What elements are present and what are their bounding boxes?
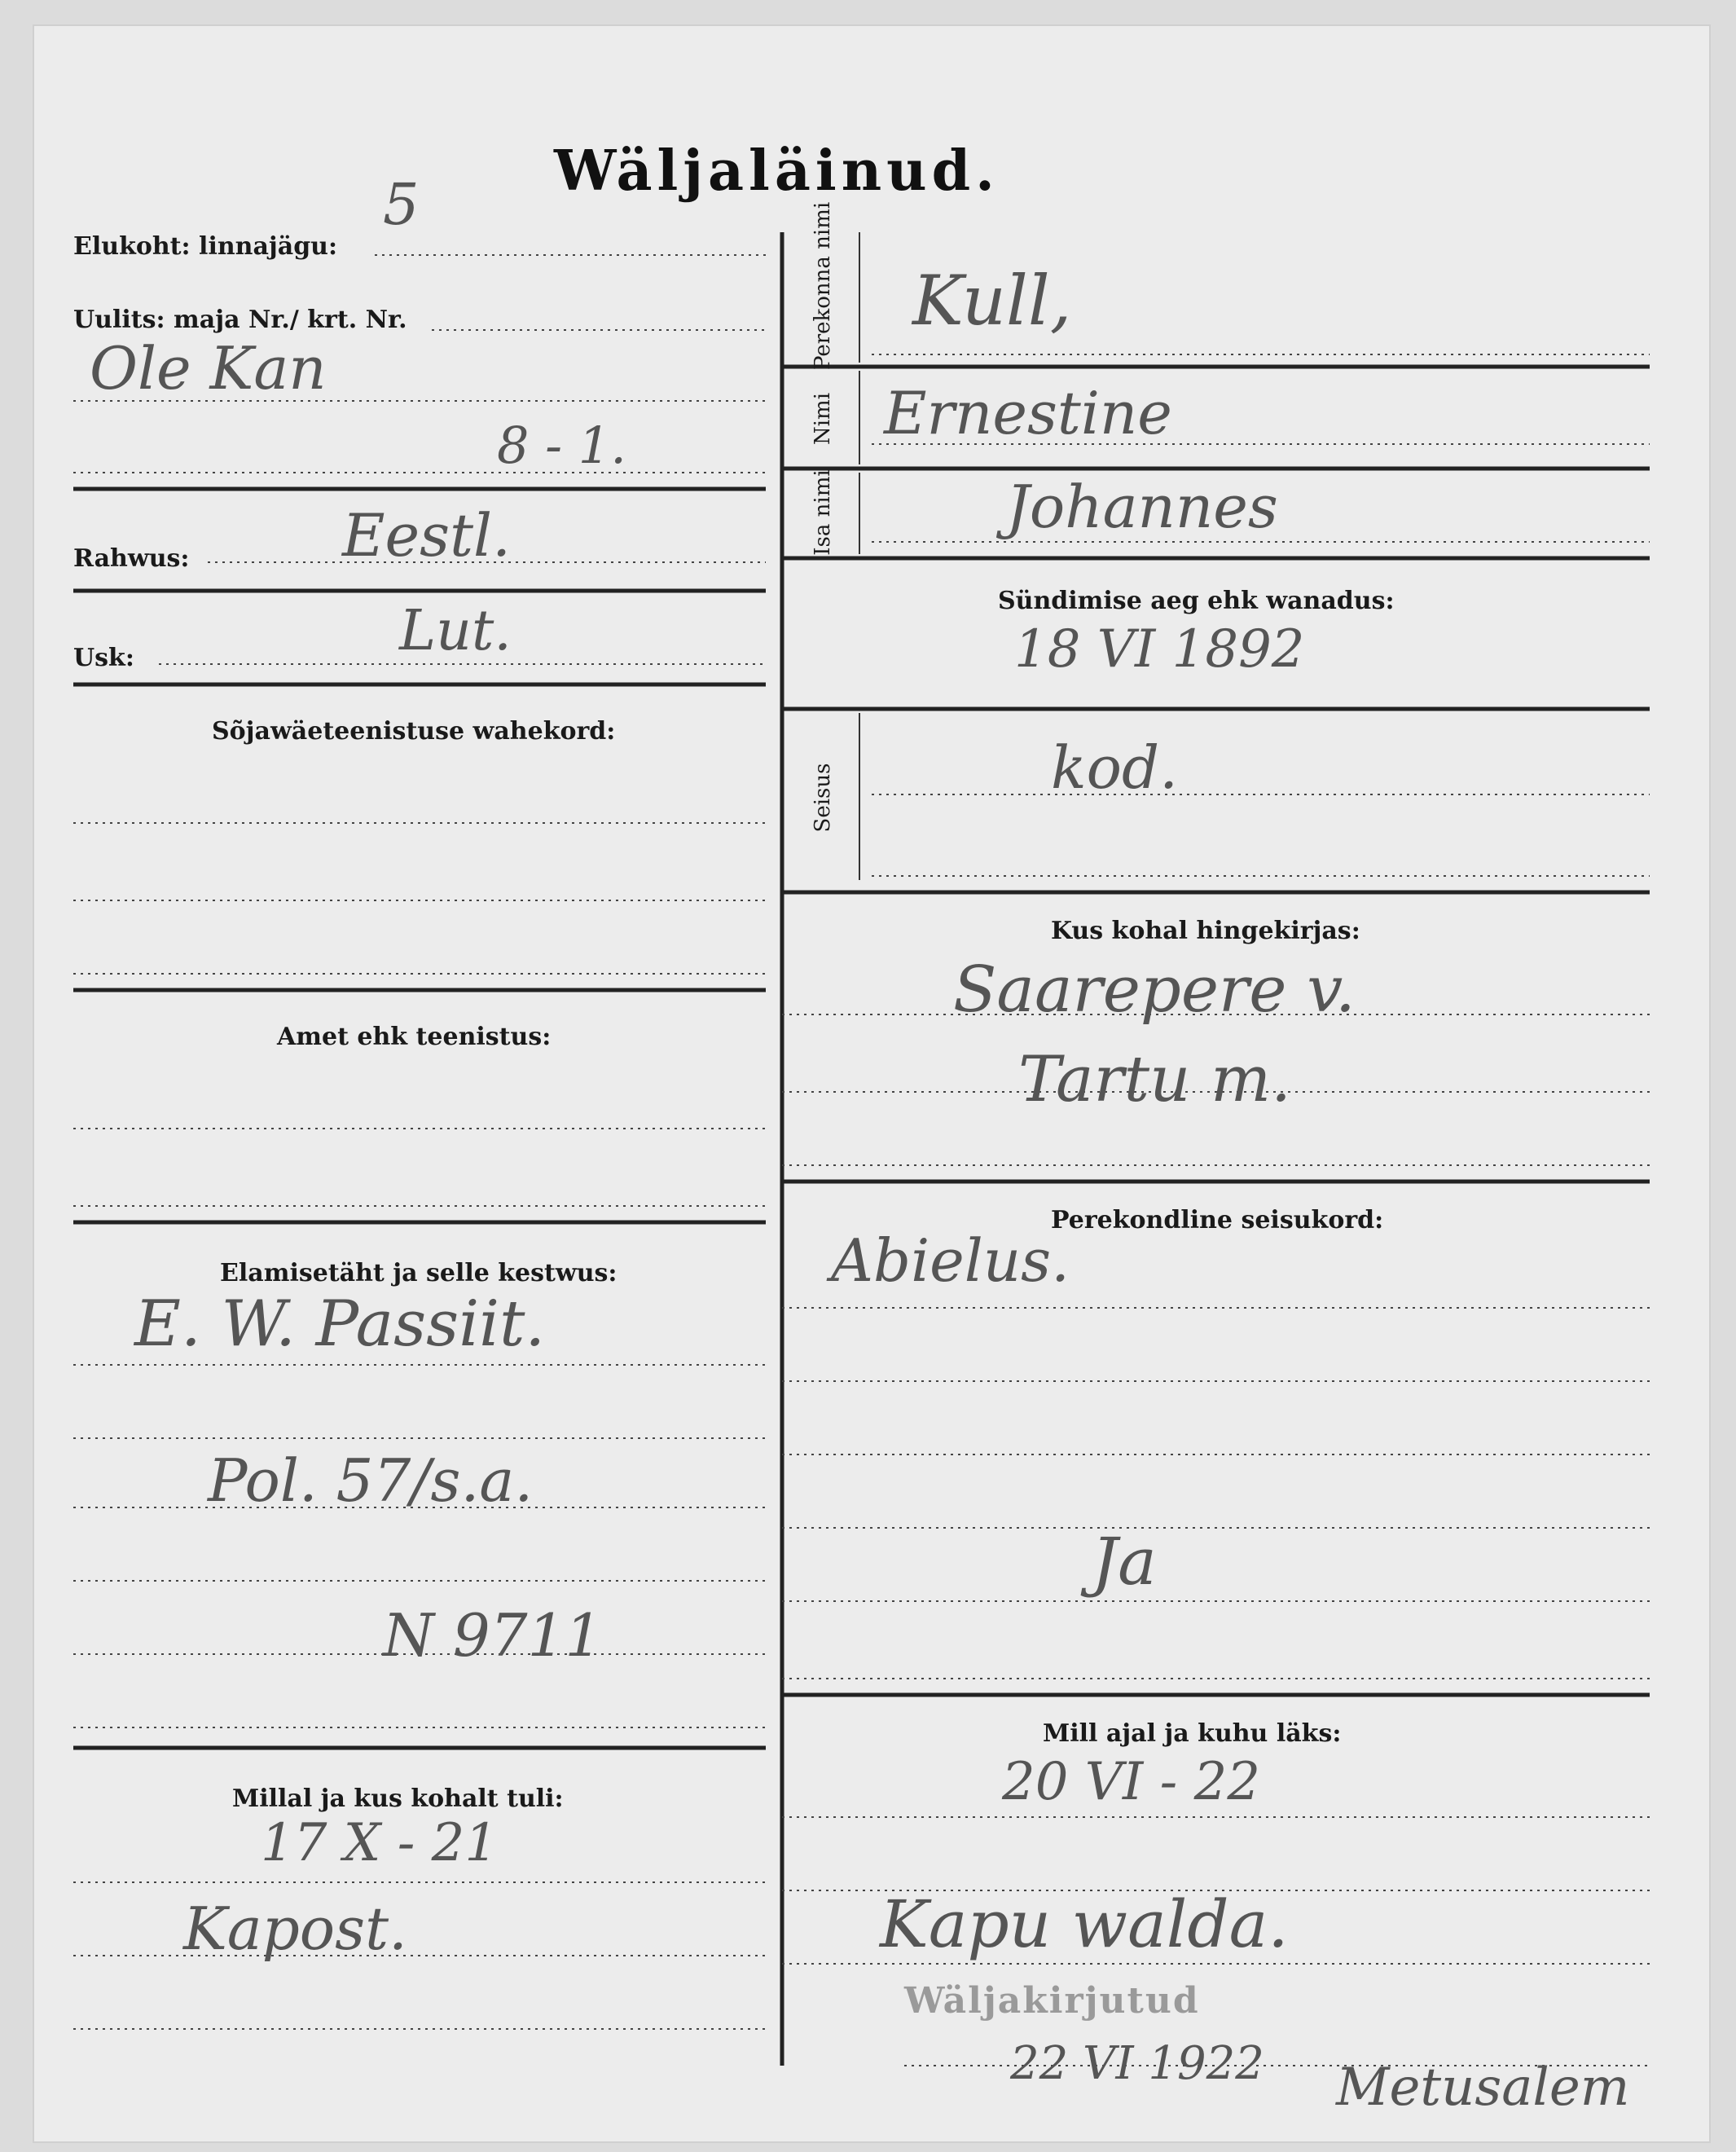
label-mill-laks: Mill ajal ja kuhu läks: [1043, 1719, 1342, 1748]
entry-seisus: kod. [1051, 733, 1178, 802]
label-hingekirjas: Kus kohal hingekirjas: [1051, 917, 1360, 945]
stamp-waljakirjutud: Wäljakirjutud [904, 1980, 1200, 2022]
label-isa-nimi: Isa nimi [811, 469, 835, 556]
entry-laks-line1: 20 VI - 22 [1002, 1752, 1261, 1812]
entry-uulits-line1: Ole Kan [90, 334, 327, 403]
label-perekondline-seisukord: Perekondline seisukord: [1051, 1206, 1384, 1234]
entry-elamisetaht-line3: N 9711 [383, 1601, 603, 1670]
entry-perekondline-line1: Abielus. [831, 1226, 1070, 1295]
entry-perekondline-line2: Ja [1092, 1524, 1157, 1600]
entry-hingekirjas-line2: Tartu m. [1018, 1043, 1291, 1116]
entry-nimi: Ernestine [884, 379, 1172, 447]
entry-rahwus: Eestl. [342, 501, 511, 570]
entry-elamisetaht-line2: Pol. 57/s.a. [208, 1446, 534, 1515]
label-sojawaeteenistus: Sõjawäeteenistuse wahekord: [212, 717, 616, 746]
entry-uulits-line2: 8 - 1. [497, 416, 626, 475]
label-amet: Amet ehk teenistus: [277, 1023, 552, 1051]
label-uulits: Uulits: maja Nr./ krt. Nr. [73, 306, 407, 334]
signature-name: Metusalem [1336, 2057, 1630, 2118]
label-perekonna-nimi: Perekonna nimi [811, 201, 835, 370]
label-sundimise-aeg: Sündimise aeg ehk wanadus: [998, 587, 1395, 615]
form-title: Wäljaläinud. [554, 139, 1000, 204]
label-usk: Usk: [73, 644, 134, 672]
label-millal-tuli: Millal ja kus kohalt tuli: [232, 1785, 564, 1813]
entry-laks-line2: Kapu walda. [880, 1886, 1289, 1962]
entry-hingekirjas-line1: Saarepere v. [953, 953, 1356, 1027]
entry-isa-nimi: Johannes [1006, 473, 1278, 541]
entry-linnajagu: 5 [383, 171, 420, 238]
label-rahwus: Rahwus: [73, 544, 190, 573]
entry-tuli-line2: Kapost. [183, 1895, 407, 1963]
label-seisus: Seisus [811, 763, 835, 833]
entry-usk: Lut. [399, 599, 512, 663]
entry-sundimise: 18 VI 1892 [1014, 619, 1305, 680]
entry-perekonna-nimi: Kull, [912, 261, 1072, 341]
label-nimi: Nimi [811, 392, 835, 446]
label-elamisetaht: Elamisetäht ja selle kestwus: [220, 1259, 617, 1287]
label-elukoht: Elukoht: linnajägu: [73, 232, 338, 261]
entry-elamisetaht-line1: E. W. Passiit. [134, 1287, 546, 1361]
signature-date: 22 VI 1922 [1010, 2037, 1264, 2090]
entry-tuli-line1: 17 X - 21 [261, 1813, 499, 1873]
